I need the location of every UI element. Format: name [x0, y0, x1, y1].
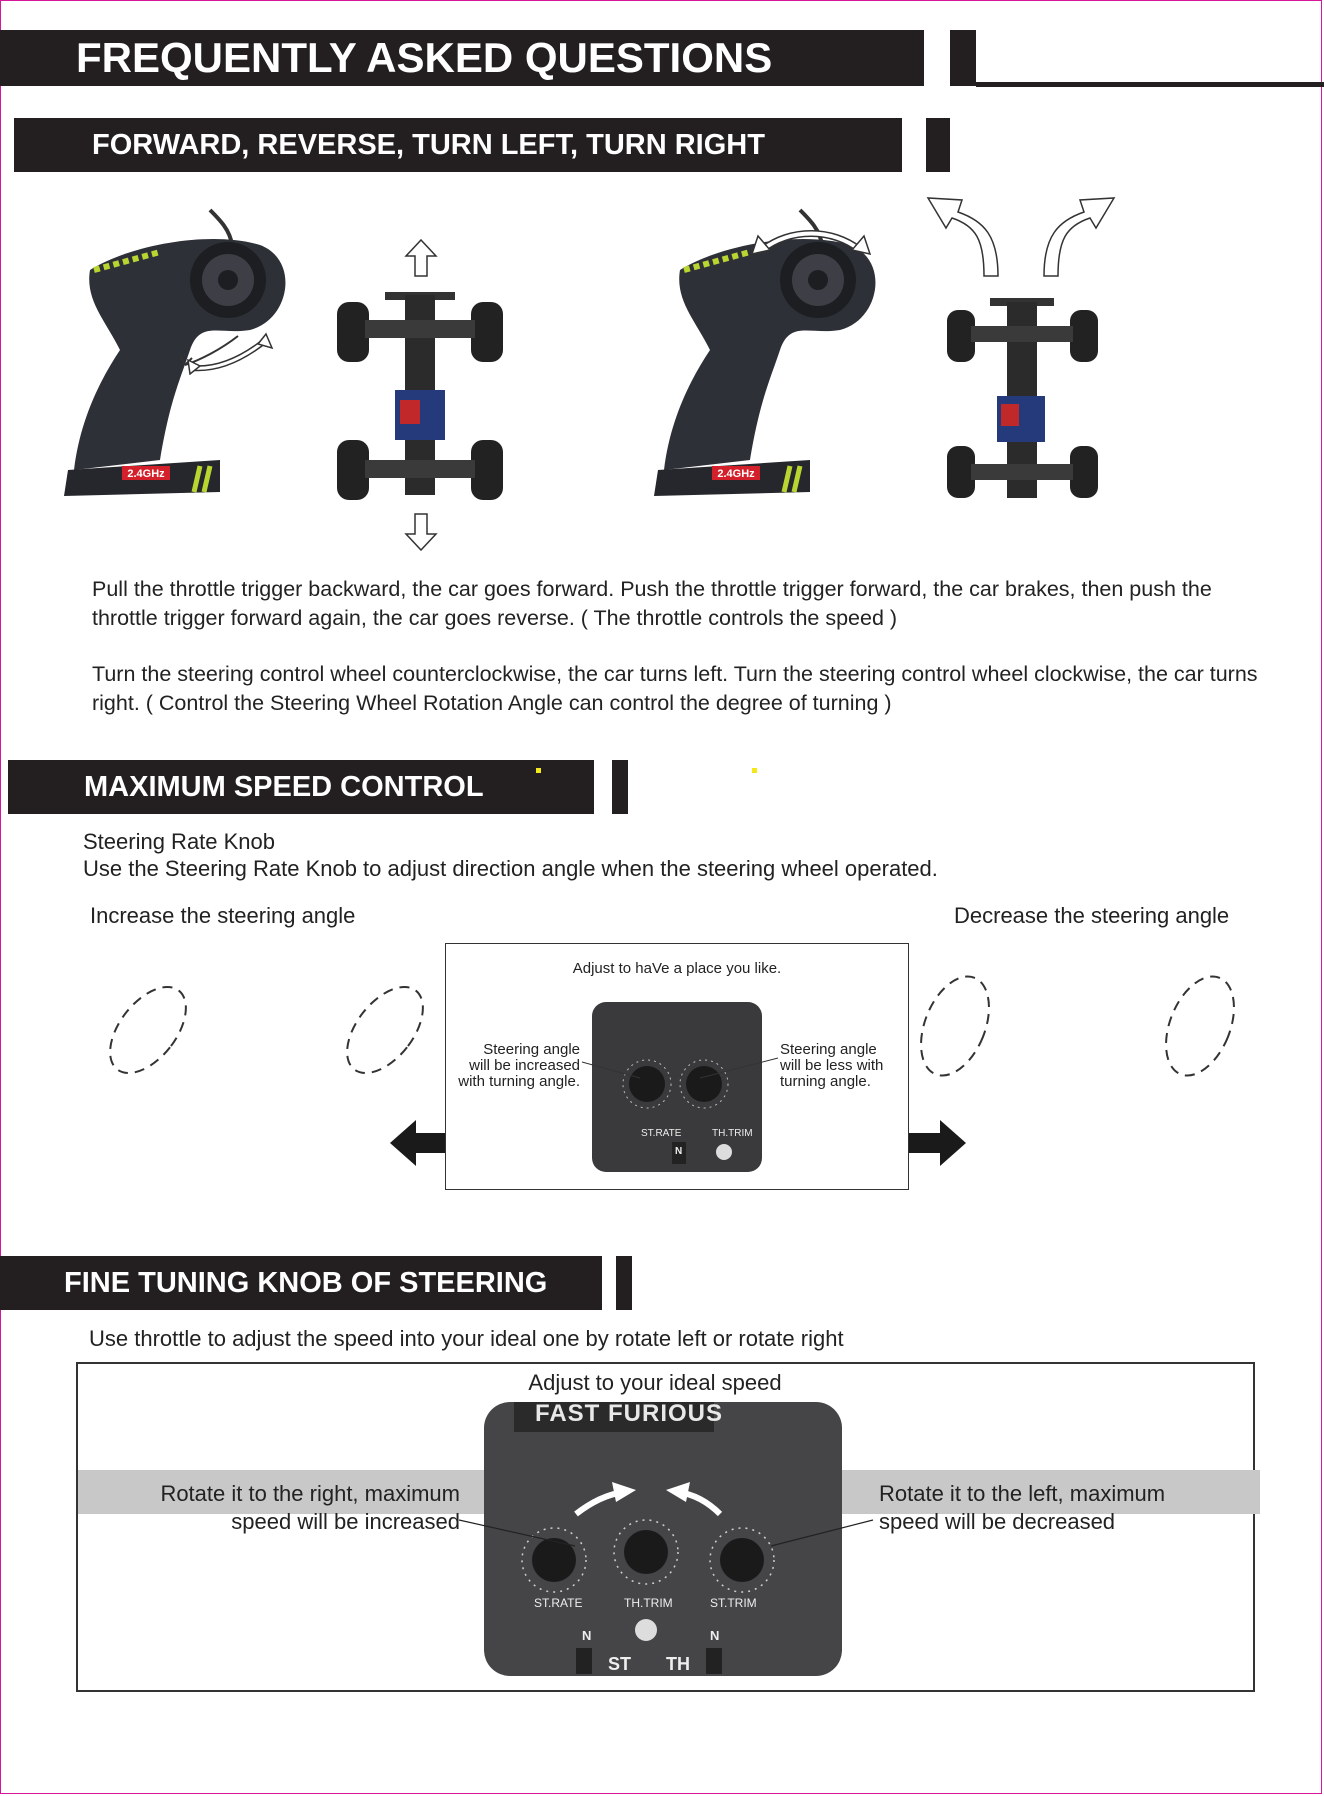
- knob-label-st-rate: ST.RATE: [641, 1128, 682, 1139]
- callout-leader-lines: [580, 1052, 780, 1082]
- knob-label-th-trim: TH.TRIM: [624, 1596, 673, 1610]
- trigger-rotate-arrow-icon: [186, 330, 276, 375]
- section-max-speed-tab: [612, 760, 628, 814]
- fine-tuning-caption: Adjust to your ideal speed: [528, 1370, 782, 1395]
- badge-text: 2.4GHz: [127, 468, 165, 480]
- wheel-outline-right-2: [1145, 970, 1255, 1082]
- wheel-outline-right-1: [900, 970, 1010, 1082]
- knob-label-th-trim: TH.TRIM: [712, 1128, 753, 1139]
- knob-label-st-rate: ST.RATE: [534, 1596, 583, 1610]
- section-max-speed-title: MAXIMUM SPEED CONTROL: [8, 760, 594, 814]
- fine-tuning-leader-lines: [455, 1516, 875, 1556]
- bottom-label-th: TH: [666, 1654, 690, 1674]
- rc-car-top-view-straight: [335, 240, 505, 500]
- section-forward-reverse-tab: [926, 118, 950, 172]
- decrease-angle-label: Decrease the steering angle: [954, 903, 1230, 928]
- section-fine-tuning-title: FINE TUNING KNOB OF STEERING: [0, 1256, 602, 1310]
- switch-label-n: N: [675, 1146, 683, 1157]
- rotate-left-callout: Rotate it to the left, maximum speed will be decreased: [879, 1481, 1166, 1534]
- title-rule: [976, 82, 1324, 87]
- increase-angle-label: Increase the steering angle: [90, 903, 356, 928]
- reverse-arrow-icon: [404, 512, 438, 552]
- steering-box-caption: Adjust to haVe a place you like.: [572, 960, 782, 977]
- knob-label-st-trim: ST.TRIM: [710, 1596, 757, 1610]
- knob-heading: Steering Rate Knob: [83, 829, 276, 854]
- throttle-explanation: Pull the throttle trigger backward, the car goes forward. Push the throttle trigger forward, the car brakes, then push the throttle trigger forward again, the car goes reverse. ( The throttle controls the speed ): [92, 577, 1212, 630]
- badge-text: 2.4GHz: [717, 468, 755, 480]
- title-tab-block: [950, 30, 976, 86]
- turn-right-arrow-icon: [1018, 186, 1118, 278]
- callout-less: Steering angle will be less with turning angle.: [780, 1041, 884, 1090]
- brand-text: FAST FURIOUS: [535, 1400, 724, 1427]
- yellow-mark: [536, 768, 541, 773]
- yellow-mark: [752, 768, 757, 773]
- fine-tuning-intro: Use throttle to adjust the speed into your ideal one by rotate left or rotate right: [89, 1326, 844, 1351]
- steering-explanation: Turn the steering control wheel counterclockwise, the car turns left. Turn the steering control wheel clockwise, the car turns right. ( Control the Steering Wheel Rotation Angle can control the degree of turning ): [92, 662, 1258, 715]
- switch-label-n-th: N: [710, 1628, 720, 1643]
- turn-left-arrow-icon: [924, 186, 1024, 278]
- section-fine-tuning-tab: [616, 1256, 632, 1310]
- knob-description: Use the Steering Rate Knob to adjust direction angle when the steering wheel operated.: [83, 856, 938, 881]
- forward-arrow-icon: [404, 238, 438, 278]
- page-title: FREQUENTLY ASKED QUESTIONS: [0, 30, 924, 86]
- steering-wheel-rotate-arrow-icon: [750, 218, 872, 258]
- wheel-outline-left-1: [96, 978, 200, 1082]
- rotate-right-callout: Rotate it to the right, maximum speed will be increased: [160, 1481, 460, 1534]
- wheel-outline-left-2: [333, 978, 437, 1082]
- rc-car-top-view-turning: [945, 298, 1100, 503]
- switch-label-n-st: N: [582, 1628, 592, 1643]
- bottom-label-st: ST: [608, 1654, 632, 1674]
- arrow-left-icon: [390, 1120, 446, 1166]
- section-forward-reverse-title: FORWARD, REVERSE, TURN LEFT, TURN RIGHT: [14, 118, 902, 172]
- callout-increased: Steering angle will be increased with turning angle.: [458, 1041, 580, 1090]
- arrow-right-icon: [908, 1120, 966, 1166]
